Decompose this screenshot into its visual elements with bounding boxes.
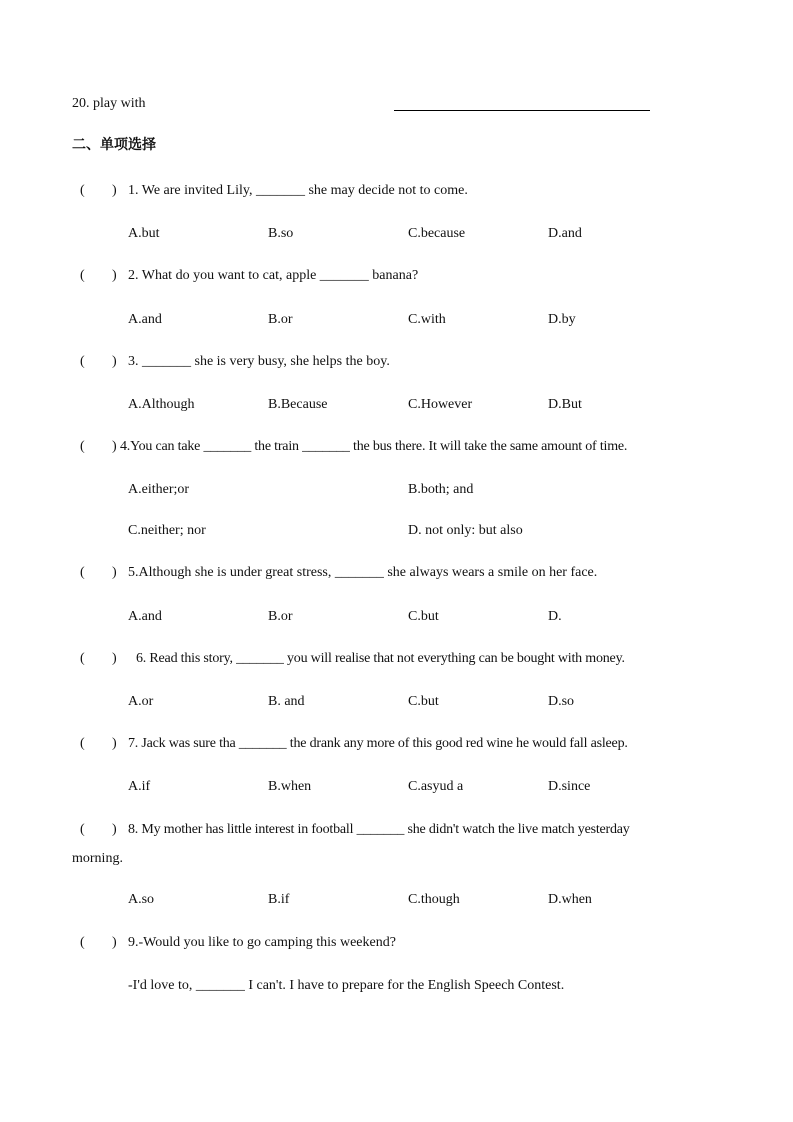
- q3-option-b: B.Because: [268, 397, 328, 412]
- question-1-text: 1. We are invited Lily, _______ she may decide not to come.: [128, 183, 468, 198]
- q7-option-d: D.since: [548, 779, 591, 794]
- answer-paren-close: ): [112, 822, 117, 837]
- question-9-text: 9.-Would you like to go camping this weekend?: [128, 935, 396, 950]
- q8-option-b: B.if: [268, 892, 290, 907]
- question-5-text: 5.Although she is under great stress, _______ she always wears a smile on her face.: [128, 565, 598, 580]
- answer-paren-close: ): [112, 935, 117, 950]
- q4-option-d: D. not only: but also: [408, 523, 523, 538]
- q1-option-b: B.so: [268, 226, 294, 241]
- question-2-text: 2. What do you want to cat, apple _______ banana?: [128, 268, 419, 283]
- question-8-text: 8. My mother has little interest in football _______ she didn't watch the live match yesterday: [128, 822, 630, 837]
- q7-option-a: A.if: [128, 779, 151, 794]
- q8-option-d: D.when: [548, 892, 592, 907]
- q1-option-a: A.but: [128, 226, 160, 241]
- q8-option-c: C.though: [408, 892, 460, 907]
- question-6-text: 6. Read this story, _______ you will realise that not everything can be bought with money.: [136, 651, 625, 666]
- q2-option-a: A.and: [128, 312, 162, 327]
- question-3-text: 3. _______ she is very busy, she helps the boy.: [128, 354, 390, 369]
- q5-option-b: B.or: [268, 609, 293, 624]
- q1-option-d: D.and: [548, 226, 582, 241]
- answer-paren-close: ): [112, 439, 117, 454]
- answer-blank-line: [394, 110, 650, 111]
- q5-option-d: D.: [548, 609, 562, 624]
- answer-paren-open: (: [80, 935, 85, 950]
- question-4-text: 4.You can take _______ the train _______ the bus there. It will take the same amount of time.: [120, 439, 628, 454]
- q4-option-a: A.either;or: [128, 482, 190, 497]
- q2-option-b: B.or: [268, 312, 293, 327]
- item-20-label: 20. play with: [72, 96, 146, 111]
- answer-paren-open: (: [80, 439, 85, 454]
- q7-option-c: C.asyud a: [408, 779, 464, 794]
- q4-option-c: C.neither; nor: [128, 523, 206, 538]
- answer-paren-open: (: [80, 822, 85, 837]
- answer-paren-open: (: [80, 354, 85, 369]
- answer-paren-close: ): [112, 651, 117, 666]
- q1-option-c: C.because: [408, 226, 466, 241]
- q3-option-a: A.Although: [128, 397, 195, 412]
- answer-paren-close: ): [112, 736, 117, 751]
- answer-paren-open: (: [80, 268, 85, 283]
- answer-paren-open: (: [80, 736, 85, 751]
- q4-option-b: B.both; and: [408, 482, 474, 497]
- question-7-text: 7. Jack was sure tha _______ the drank any more of this good red wine he would fall asleep.: [128, 736, 628, 751]
- q8-option-a: A.so: [128, 892, 155, 907]
- answer-paren-close: ): [112, 268, 117, 283]
- q6-option-a: A.or: [128, 694, 154, 709]
- q3-option-d: D.But: [548, 397, 582, 412]
- answer-paren-close: ): [112, 354, 117, 369]
- answer-paren-close: ): [112, 183, 117, 198]
- question-8-continuation: morning.: [72, 851, 123, 866]
- answer-paren-open: (: [80, 651, 85, 666]
- q6-option-b: B. and: [268, 694, 305, 709]
- q7-option-b: B.when: [268, 779, 312, 794]
- q3-option-c: C.However: [408, 397, 473, 412]
- question-9-dialogue: -I'd love to, _______ I can't. I have to prepare for the English Speech Contest.: [128, 978, 565, 993]
- q6-option-d: D.so: [548, 694, 575, 709]
- answer-paren-open: (: [80, 565, 85, 580]
- q6-option-c: C.but: [408, 694, 439, 709]
- q5-option-a: A.and: [128, 609, 162, 624]
- section-title: 二、单项选择: [72, 137, 156, 153]
- q5-option-c: C.but: [408, 609, 439, 624]
- answer-paren-open: (: [80, 183, 85, 198]
- q2-option-c: C.with: [408, 312, 446, 327]
- q2-option-d: D.by: [548, 312, 576, 327]
- answer-paren-close: ): [112, 565, 117, 580]
